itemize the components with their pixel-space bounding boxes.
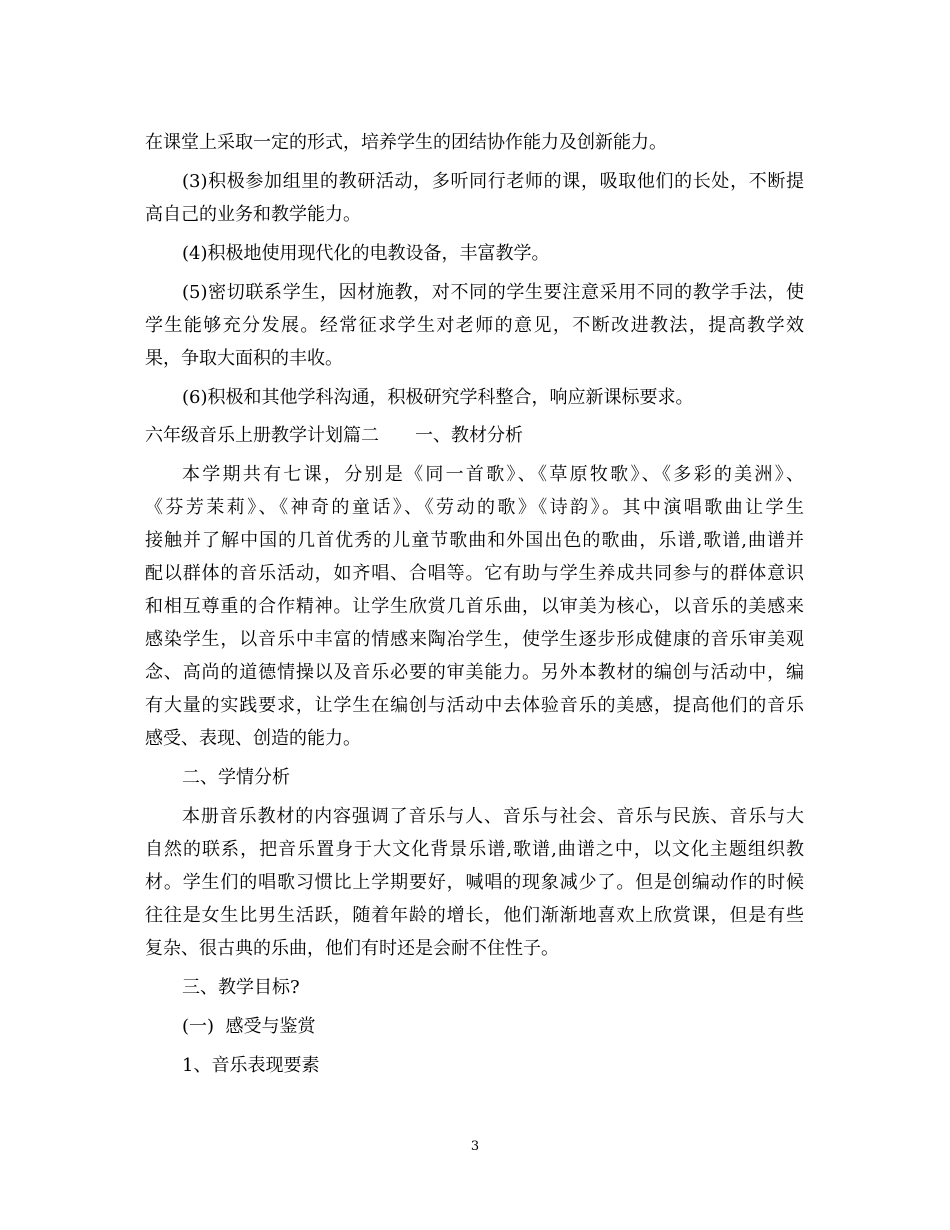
text-line: 高自己的业务和教学能力。: [145, 204, 361, 225]
section-heading: 三、教学目标?: [182, 977, 300, 998]
text-line: 本册音乐教材的内容强调了音乐与人、音乐与社会、音乐与民族、音乐与大: [182, 806, 804, 827]
text-line: 果，争取大面积的丰收。: [145, 348, 343, 369]
text-line: 在课堂上采取一定的形式，培养学生的团结协作能力及创新能力。: [145, 132, 667, 153]
text-line: 《芬芳茉莉》、《神奇的童话》、《劳动的歌》《诗韵》。其中演唱歌曲让学生: [145, 497, 804, 518]
text-line: (3)积极参加组里的教研活动，多听同行老师的课，吸取他们的长处，不断提: [182, 171, 804, 192]
text-line: (6)积极和其他学科沟通，积极研究学科整合，响应新课标要求。: [182, 387, 694, 408]
text-line: 复杂、很古典的乐曲，他们有时还是会耐不住性子。: [145, 938, 559, 959]
text-line: 学生能够充分发展。经常征求学生对老师的意见，不断改进教法，提高教学效: [145, 315, 804, 336]
text-line: 和相互尊重的合作精神。让学生欣赏几首乐曲，以审美为核心，以音乐的美感来: [145, 596, 804, 617]
text-line: 感受、表现、创造的能力。: [145, 728, 361, 749]
section-heading: 六年级音乐上册教学计划篇二 一、教材分析: [145, 425, 523, 446]
text-line: 有大量的实践要求，让学生在编创与活动中去体验音乐的美感，提高他们的音乐: [145, 695, 804, 716]
text-line: (5)密切联系学生，因材施教，对不同的学生要注意采用不同的教学手法，使: [182, 282, 804, 303]
text-line: 感染学生，以音乐中丰富的情感来陶冶学生，使学生逐步形成健康的音乐审美观: [145, 629, 804, 650]
text-line: 往往是女生比男生活跃，随着年龄的增长，他们渐渐地喜欢上欣赏课，但是有些: [145, 905, 804, 926]
text-line: 配以群体的音乐活动，如齐唱、合唱等。它有助与学生养成共同参与的群体意识: [145, 563, 804, 584]
text-line: 接触并了解中国的几首优秀的儿童节歌曲和外国出色的歌曲，乐谱,歌谱,曲谱并: [145, 530, 804, 551]
text-line: 念、高尚的道德情操以及音乐必要的审美能力。另外本教材的编创与活动中，编: [145, 662, 804, 683]
text-line: 自然的联系，把音乐置身于大文化背景乐谱,歌谱,曲谱之中，以文化主题组织教: [145, 839, 804, 860]
text-line: (4)积极地使用现代化的电教设备，丰富教学。: [182, 243, 550, 264]
subsection-heading: (一) 感受与鉴赏: [182, 1016, 316, 1037]
page-number: 3: [470, 1139, 480, 1154]
subsection-heading: 1、音乐表现要素: [182, 1055, 320, 1076]
text-line: 本学期共有七课，分别是《同一首歌》、《草原牧歌》、《多彩的美洲》、: [182, 464, 804, 485]
section-heading: 二、学情分析: [182, 767, 290, 788]
text-line: 材。学生们的唱歌习惯比上学期要好，喊唱的现象减少了。但是创编动作的时候: [145, 872, 804, 893]
